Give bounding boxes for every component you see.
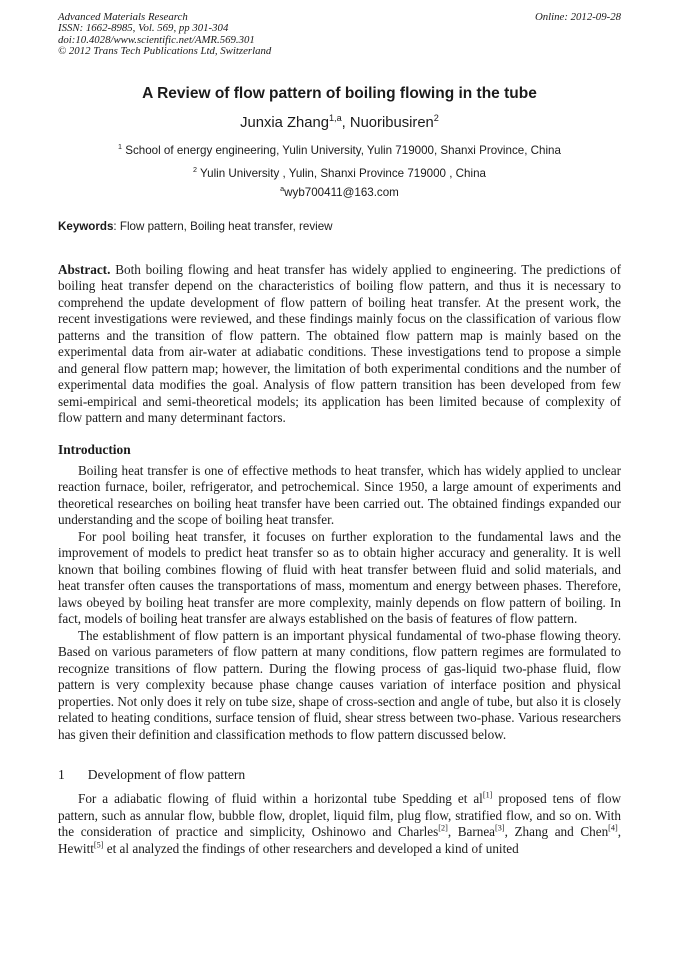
journal-info-block xyxy=(58,12,271,58)
abstract-paragraph: Abstract. Both boiling flowing and heat transfer has widely applied to engineering. The predictions of boiling heat transfer depend on the characteristics of boiling flow pattern, and thus it is necessary to comprehend the update development of flow pattern of boiling heat transfer. At the present work, the recent investigations were reviewed, and these findings mainly focus on the classification of various flow patterns and the transition of flow pattern. The obtained flow pattern map is mainly based on the experimental data from air-water at adiabatic conditions. These investigations tend to propose a simple and general flow pattern map; however, the limitation of both experimental conditions and the number of experimental data modifies the goal. Analysis of flow pattern transition has been developed from few semi-empirical and semi-theoretical models; its application has been limited because of complexity of flow pattern and many determinant factors. xyxy=(58,261,621,426)
affiliation-1: $^1$ School of energy engineering, Yulin University, Yulin 719000, Shanxi Province, China xyxy=(118,141,561,157)
journal-masthead xyxy=(58,12,621,58)
paper-title: A Review of flow pattern of boiling flowing in the tube xyxy=(142,84,537,102)
issn-volume-line: ISSN: 1662-8985, Vol. 569, pp 301-304 xyxy=(58,22,229,35)
section-1-title: Development of flow pattern xyxy=(87,767,246,783)
section-1-paragraph-1: For a adiabatic flowing of fluid within a horizontal tube Spedding et al[1] proposed tens of flow pattern, such as annular flow, bubble flow, droplet, liquid film, plug flow, stratified flow, and so on. With the consideration of practice and simplicity, Oshinowo and Charles[2], Barnea[3], Zhang and Chen[4], Hewitt[5] et al analyzed the findings of other researchers and developed a kind of united xyxy=(58,790,622,856)
doi-line: doi:10.4028/www.scientific.net/AMR.569.301 xyxy=(58,33,255,46)
affiliation-2: $^2$ Yulin University , Yulin, Shanxi Province 719000 , China xyxy=(193,164,486,180)
keywords-line: Keywords: Flow pattern, Boiling heat transfer, review xyxy=(58,219,333,233)
section-1-heading xyxy=(58,767,621,783)
authors-line: Junxia Zhang$^{1,a}$, Nuoribusiren$^2$ xyxy=(240,112,439,131)
copyright-line: © 2012 Trans Tech Publications Ltd, Switzerland xyxy=(58,45,272,58)
introduction-heading: Introduction xyxy=(58,441,131,457)
section-1-number: 1 xyxy=(58,767,65,783)
author-email: $^a$wyb700411@163.com xyxy=(280,183,399,199)
introduction-paragraph-3: The establishment of flow pattern is an important physical fundamental of two-phase flowing theory. Based on various parameters of flow pattern at many conditions, flow pattern regimes are formulated to recognize transitions of flow pattern. During the flowing process of gas-liquid two-phase fluid, flow pattern is very complexity because phase change causes variation of interface position and physical properties. Not only does it rely on tube size, shape of cross-section and angle of tube, but also it is closely related to heating conditions, surface tension of fluid, shear stress between two-phase. Various researchers has given their definition and classification methods to flow pattern discussed below. xyxy=(58,627,621,742)
introduction-paragraph-2: For pool boiling heat transfer, it focuses on further exploration to the fundamental laws and the improvement of models to predict heat transfer so as to obtain higher accuracy and generality. It is well known that boiling combines flowing of fluid with heat transfer between fluid and solid materials, and heat transfer often causes the transportations of mass, momentum and energy between phases. Therefore, laws obeyed by boiling heat transfer are more complexity, mainly depends on flow pattern of boiling. In fact, models of boiling heat transfer are always established on the basis of features of flow pattern. xyxy=(58,528,621,627)
introduction-paragraph-1: Boiling heat transfer is one of effective methods to heat transfer, which has widely applied to unclear reaction furnace, boiler, refrigerator, and petrochemical. Since 1950, a large amount of experiments and theoretical researches on boiling heat transfer have been carried out. The obtained findings expanded our understanding and the scope of boiling heat transfer. xyxy=(58,462,621,528)
journal-name: Advanced Materials Research xyxy=(58,11,188,23)
online-date: Online: 2012-09-28 xyxy=(534,11,621,23)
